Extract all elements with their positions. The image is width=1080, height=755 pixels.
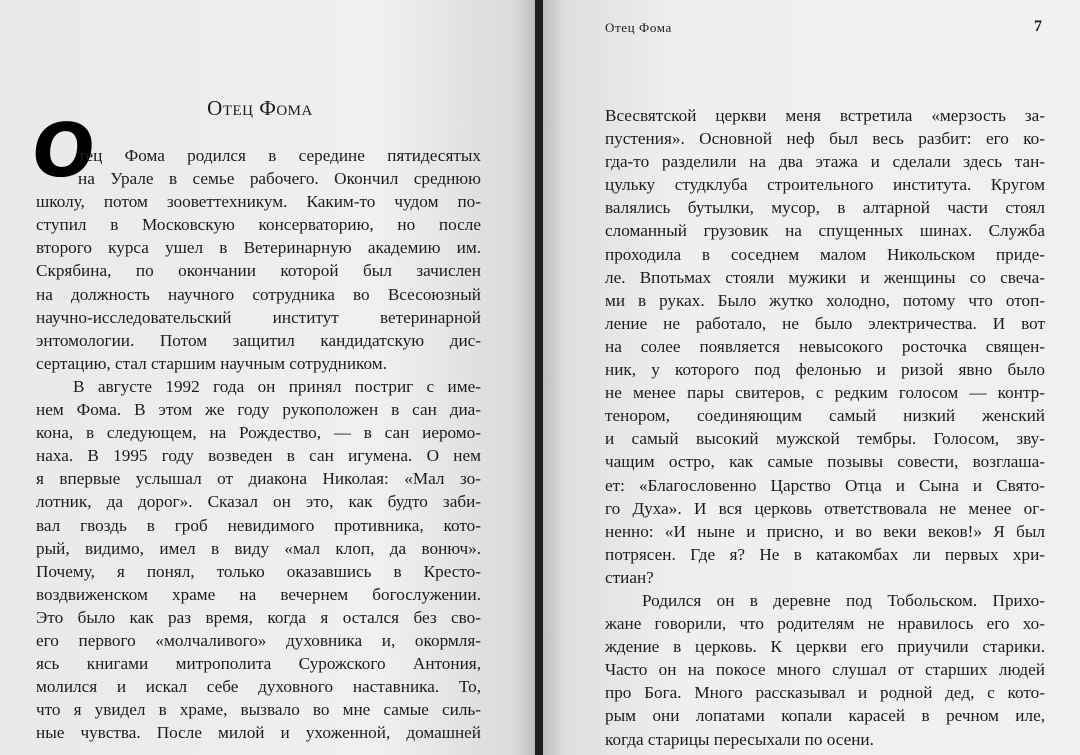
chapter-title: Отец Фома <box>207 96 313 120</box>
text-line: Всесвятской церкви меня встретила «мерзость за- <box>605 106 1045 125</box>
running-head: Отец Фома <box>605 20 672 35</box>
text-line: нем Фома. В этом же году рукоположен в сан диа- <box>36 400 481 420</box>
text-line: ясь книгами митрополита Сурожского Антония, <box>36 654 481 674</box>
text-line: цульку студклуба строительного института. Кругом <box>605 175 1045 195</box>
text-line: стиан? <box>605 567 654 587</box>
text-line: когда старицы пересыхали по осени. <box>605 729 874 749</box>
text-line: Скрябина, по окончании которой был зачислен <box>36 261 481 281</box>
text-line: научно-исследовательский институт ветеринарной <box>36 307 481 327</box>
text-line: второго курса ушел в Ветеринарную академию им. <box>36 238 481 258</box>
text-line: сломанный грузовик на спущенных шинах. Служба <box>605 221 1045 241</box>
text-line: лотник, да дорог». Сказал он это, как будто заби- <box>36 492 481 512</box>
text-line: ждение в церковь. К церкви его приучили старики. <box>605 637 1045 657</box>
text-line: молился и искал себе духовного наставника. То, <box>36 677 481 697</box>
text-line: про Бога. Много рассказывал и родной дед, с кото- <box>605 683 1045 703</box>
text-line: энтомологии. Потом защитил кандидатскую дис- <box>36 330 481 350</box>
text-line: ет: «Благословенно Царство Отца и Сына и Свято- <box>605 475 1045 495</box>
text-line: валялись бутылки, мусор, в алтарной части стоял <box>605 198 1045 218</box>
text-line: воздвиженском храме на вечернем богослужении. <box>36 584 481 604</box>
right-page <box>543 0 1080 755</box>
text-line: го Духа». И вся церковь ответствовала не менее ог- <box>605 498 1045 518</box>
text-line: В августе 1992 года он принял постриг с име- <box>73 376 481 396</box>
text-line: проходила в соседнем малом Никольском приде- <box>605 244 1045 264</box>
text-line: ные чувства. После милой и ухоженной, домашней <box>36 723 481 743</box>
text-line: жане говорили, что родителям не нравилось его хо- <box>605 614 1045 634</box>
text-line: гда-то разделили на два этажа и сделали здесь тан- <box>605 152 1045 172</box>
page-number: 7 <box>1034 18 1042 35</box>
text-line: рый, видимо, имел в виду «мал клоп, да вонюч». <box>36 538 481 558</box>
text-line: на солее появляется невысокого росточка священ- <box>605 336 1045 356</box>
text-line: не менее пары свитеров, с редким голосом — контр- <box>605 383 1045 403</box>
text-line: рым они лопатами копали карасей в речном иле, <box>605 706 1045 726</box>
text-line: ми в руках. Было жутко холодно, потому что отоп- <box>605 290 1045 310</box>
text-line: ле. Впотьмах стояли мужики и женщины со свеча- <box>605 267 1045 287</box>
text-line: Почему, я понял, только оказавшись в Кресто- <box>36 561 481 581</box>
drop-cap: О <box>27 108 100 194</box>
text-line: ник, у которого под фелонью и ризой явно было <box>605 360 1045 380</box>
text-line: что я увидел в храме, вызвало во мне самые силь- <box>36 700 481 720</box>
left-page <box>0 0 537 755</box>
text-line: на Урале в семье рабочего. Окончил среднюю <box>78 169 481 189</box>
text-line: на должность научного сотрудника во Всесоюзный <box>36 284 481 304</box>
text-line: ступил в Московскую консерваторию, но после <box>36 215 481 235</box>
text-line: тец Фома родился в середине пятидесятых <box>78 146 481 165</box>
text-line: пустения». Основной неф был весь разбит: его ко- <box>605 129 1045 149</box>
text-line: вал гвоздь в гроб невидимого противника, кото- <box>36 515 481 535</box>
text-line: Родился он в деревне под Тобольском. Прихо- <box>642 590 1045 610</box>
text-line: Часто он на покосе много слушал от старших людей <box>605 660 1045 680</box>
text-line: чащим остро, как самые позывы совести, возглаша- <box>605 452 1045 472</box>
text-line: ление не работало, не было электричества. И вот <box>605 313 1045 333</box>
text-line: ненно: «И ныне и присно, и во веки веков!» Я был <box>605 521 1045 541</box>
text-line: наха. В 1995 году возведен в сан игумена. О нем <box>36 446 481 466</box>
text-line: я впервые услышал от диакона Николая: «Мал зо- <box>36 469 481 489</box>
left-page-text <box>36 144 481 744</box>
text-line: тенором, соединяющим самый низкий женский <box>605 406 1045 426</box>
text-line: сертацию, стал старшим научным сотрудником. <box>36 353 387 373</box>
text-line: кона, в следующем, на Рождество, — в сан иеромо- <box>36 423 481 443</box>
right-page-text <box>605 104 1045 751</box>
text-line: потрясен. Где я? Не в катакомбах ли первых хри- <box>605 544 1045 564</box>
text-line: школу, потом зооветтехникум. Каким-то чудом по- <box>36 192 481 212</box>
text-line: его первого «молчаливого» духовника и, окормля- <box>36 630 481 650</box>
text-line: и самый высокий мужской тембры. Голосом, зву- <box>605 429 1045 449</box>
text-line: Это было как раз время, когда я остался без сво- <box>36 607 481 627</box>
